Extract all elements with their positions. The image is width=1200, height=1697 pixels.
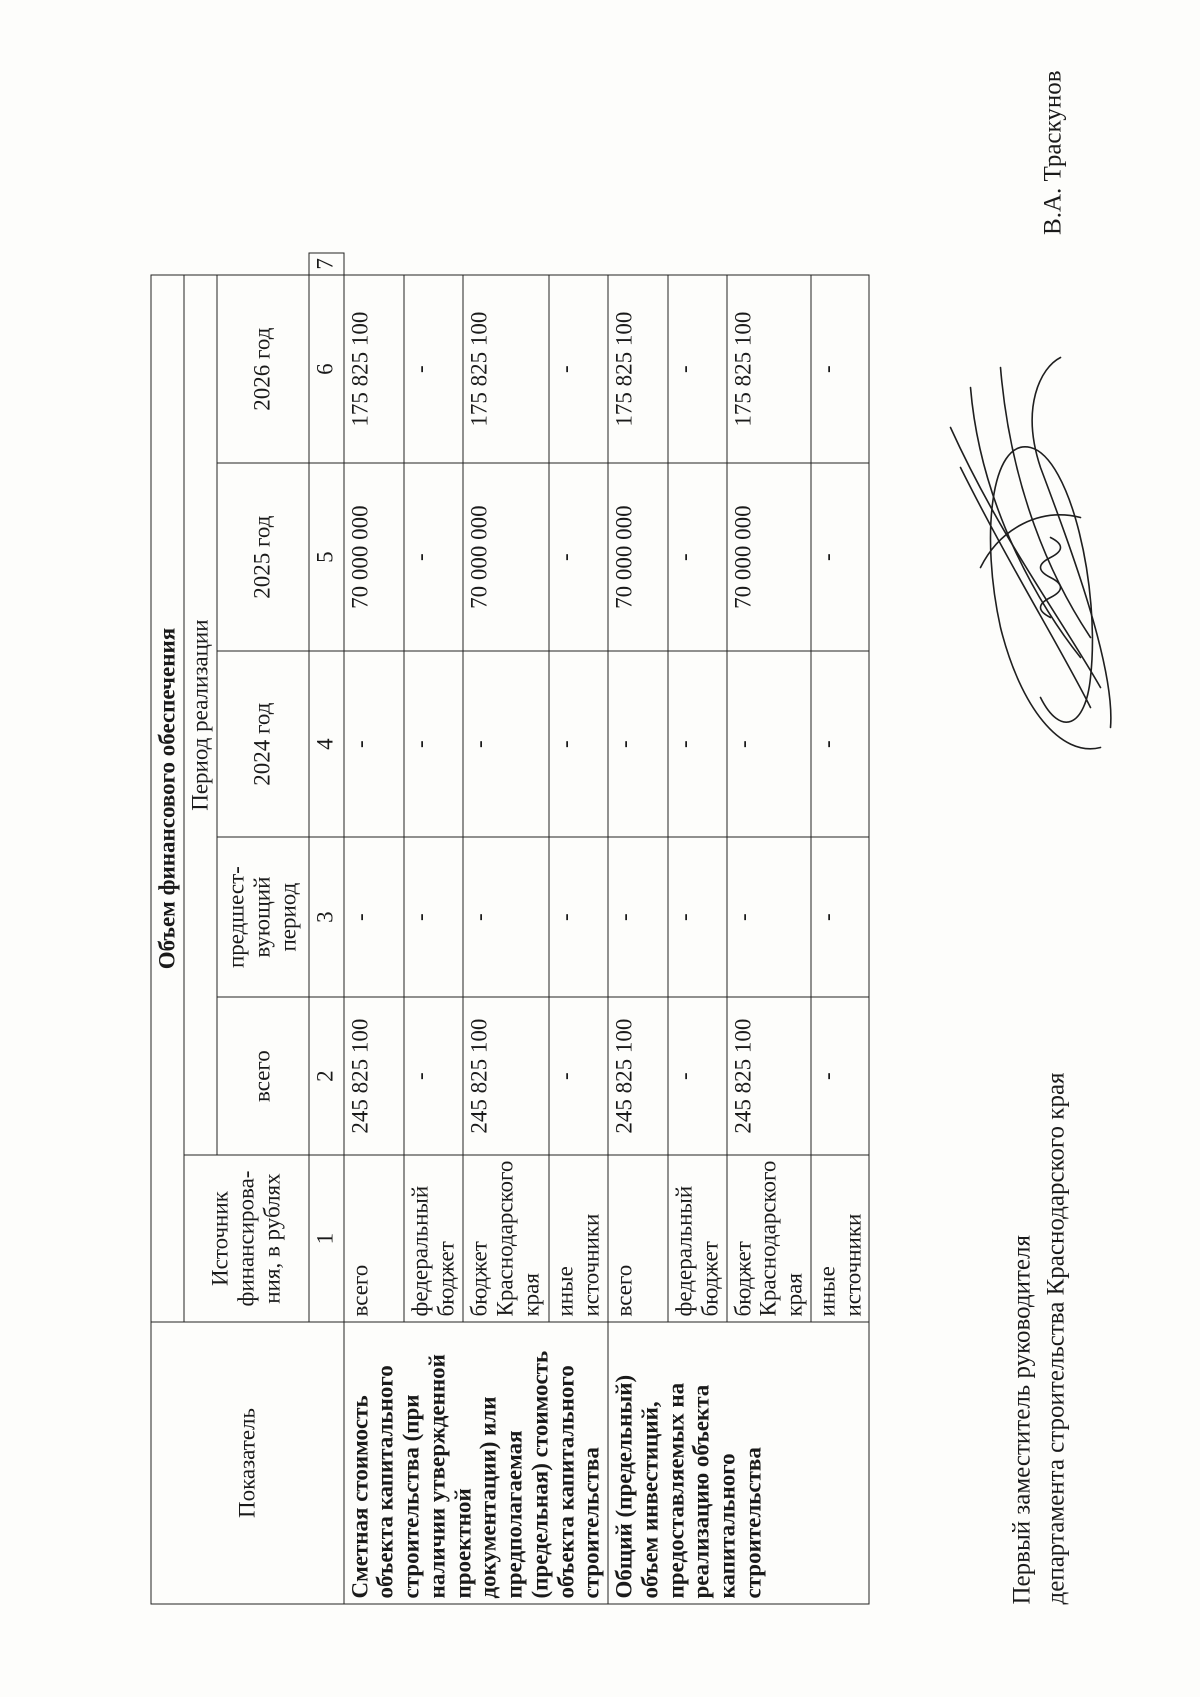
- column-number: 6: [308, 275, 343, 463]
- header-source: Источник финансирова-ния, в рублях: [183, 1155, 308, 1322]
- column-number: 1: [308, 1155, 343, 1322]
- value-cell: -: [726, 651, 810, 837]
- value-cell: -: [463, 837, 548, 997]
- source-cell: бюджет Краснодарского края: [463, 1155, 548, 1322]
- table-row: [608, 252, 668, 1603]
- value-cell: -: [548, 651, 607, 837]
- source-cell: федеральный бюджет: [668, 1155, 727, 1322]
- source-cell: иные источники: [810, 1155, 869, 1322]
- header-prev-period: предшест-вующий период: [216, 837, 308, 997]
- source-cell: всего: [343, 1155, 404, 1322]
- value-cell: 175 825 100: [608, 275, 668, 463]
- value-cell: -: [608, 651, 668, 837]
- source-cell: иные источники: [548, 1155, 607, 1322]
- header-2024: 2024 год: [216, 651, 308, 837]
- value-cell: -: [668, 463, 727, 651]
- value-cell: -: [810, 997, 869, 1155]
- value-cell: 70 000 000: [343, 463, 404, 651]
- value-cell: 175 825 100: [726, 275, 810, 463]
- column-number: 4: [308, 651, 343, 837]
- value-cell: 245 825 100: [343, 997, 404, 1155]
- value-cell: -: [810, 651, 869, 837]
- value-cell: 70 000 000: [726, 463, 810, 651]
- value-cell: -: [548, 463, 607, 651]
- value-cell: -: [548, 997, 607, 1155]
- value-cell: -: [548, 275, 607, 463]
- value-cell: 70 000 000: [463, 463, 548, 651]
- column-number: 2: [308, 997, 343, 1155]
- value-cell: -: [810, 837, 869, 997]
- source-cell: всего: [608, 1155, 668, 1322]
- header-total: всего: [216, 997, 308, 1155]
- value-cell: -: [404, 275, 463, 463]
- value-cell: -: [668, 837, 727, 997]
- column-number: 3: [308, 837, 343, 997]
- header-funding: Объем финансового обеспечения: [151, 275, 184, 1322]
- value-cell: -: [668, 651, 727, 837]
- header-indicator: Показатель: [151, 1322, 344, 1604]
- source-cell: бюджет Краснодарского края: [726, 1155, 810, 1322]
- value-cell: -: [810, 463, 869, 651]
- handwritten-signature: [940, 347, 1130, 767]
- source-cell: федеральный бюджет: [404, 1155, 463, 1322]
- header-2026: 2026 год: [216, 275, 308, 463]
- value-cell: -: [404, 837, 463, 997]
- value-cell: -: [404, 651, 463, 837]
- footer-position-line1: Первый заместитель руководителя: [1008, 1234, 1035, 1604]
- value-cell: -: [463, 651, 548, 837]
- value-cell: -: [810, 275, 869, 463]
- header-period: Период реализации: [183, 275, 216, 1155]
- column-number: 5: [308, 463, 343, 651]
- value-cell: -: [608, 837, 668, 997]
- value-cell: -: [726, 837, 810, 997]
- signatory-name: В.А. Траскунов: [1039, 70, 1066, 235]
- header-2025: 2025 год: [216, 463, 308, 651]
- value-cell: -: [404, 997, 463, 1155]
- value-cell: 175 825 100: [463, 275, 548, 463]
- table-row: [343, 252, 404, 1603]
- indicator-cell: Сметная стоимость объекта капитального строительства (при наличии утвержденной проектной документации) или предполагаемая (предельная) стоимость объекта капитального строительства: [343, 1322, 608, 1604]
- value-cell: -: [668, 275, 727, 463]
- table-body: [343, 252, 869, 1603]
- indicator-cell: Общий (предельный) объем инвестиций, предоставляемых на реализацию объекта капитального строительства: [608, 1322, 869, 1604]
- column-number: 7: [308, 252, 343, 275]
- value-cell: -: [668, 997, 727, 1155]
- value-cell: 245 825 100: [608, 997, 668, 1155]
- value-cell: 175 825 100: [343, 275, 404, 463]
- value-cell: -: [343, 651, 404, 837]
- value-cell: -: [404, 463, 463, 651]
- value-cell: 245 825 100: [463, 997, 548, 1155]
- value-cell: 245 825 100: [726, 997, 810, 1155]
- funding-table: [150, 252, 869, 1604]
- footer-position-line2: департамента строительства Краснодарского края: [1041, 1071, 1069, 1604]
- footer-position: [1005, 1072, 1073, 1604]
- value-cell: -: [343, 837, 404, 997]
- value-cell: -: [548, 837, 607, 997]
- value-cell: 70 000 000: [608, 463, 668, 651]
